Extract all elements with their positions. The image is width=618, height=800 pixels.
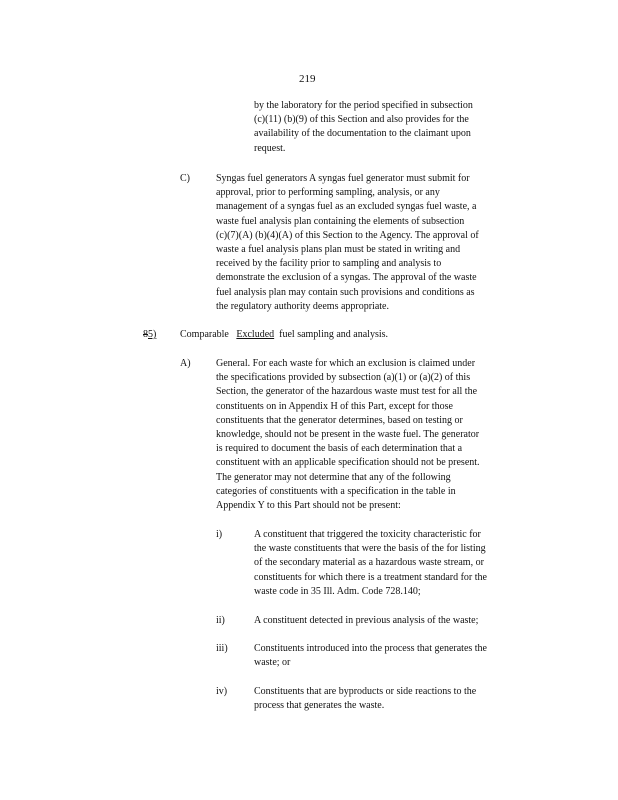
text-line: Constituents that are byproducts or side reactions to the [254, 686, 477, 697]
text-line: (c)(11) (b)(9) of this Section and also provides for the [254, 114, 469, 126]
heading-rest: fuel sampling and analysis. [279, 329, 389, 340]
text-line: waste fuel analysis plan containing the elements of subsection [216, 215, 465, 227]
text-line: constituent with an applicable specification should not be present. [216, 457, 480, 469]
text-line: the waste constituents that were the basis of the for listing [254, 543, 486, 555]
continuation-paragraph [254, 99, 512, 156]
section-number-new: 5) [148, 329, 157, 340]
item-iii-text [254, 642, 530, 670]
text-line: Appendix Y to this Part should not be present: [216, 500, 401, 512]
item-iv-label: iv) [216, 686, 228, 697]
text-line: constituents on in Appendix H of this Part, except for those [216, 400, 453, 412]
section-number-old: 8 [143, 329, 148, 340]
text-line: process that generates the waste. [254, 700, 385, 712]
heading-prefix: Comparable [180, 329, 229, 340]
text-line: Syngas fuel generators A syngas fuel generator must submit for [216, 173, 470, 184]
item-iv-text [254, 685, 530, 713]
item-ii-label: ii) [216, 615, 225, 626]
section-a-text [216, 357, 532, 513]
section-number [143, 328, 156, 342]
text-line: fuel analysis plan may contain such provisions and conditions as [216, 286, 475, 298]
text-line: Constituents introduced into the process that generates the [254, 643, 487, 654]
text-line: is required to document the basis of each determination that a [216, 443, 463, 455]
text-line: (c)(7)(A) (b)(4)(A) of this Section to the Agency. The approval of [216, 229, 479, 241]
text-line: availability of the documentation to the claimant upon [254, 128, 471, 140]
item-ii-text [254, 614, 530, 628]
text-line: The generator may not determine that any of the following [216, 471, 451, 483]
section-c-text [216, 172, 538, 314]
text-line: categories of constituents with a specification in the table in [216, 485, 456, 497]
text-line: management of a syngas fuel as an excluded syngas fuel waste, a [216, 201, 477, 213]
section-heading [180, 328, 388, 342]
item-i-text [254, 528, 530, 599]
section-a-label: A) [180, 358, 191, 369]
text-line: of the secondary material as a hazardous waste stream, or [254, 557, 484, 569]
text-line: General. For each waste for which an exclusion is claimed under [216, 358, 476, 369]
heading-inserted-word: Excluded [236, 329, 275, 340]
text-line: A constituent that triggered the toxicity characteristic for [254, 529, 481, 540]
text-line: approval, prior to performing sampling, analysis, or any [216, 187, 440, 199]
text-line: constituents for which there is a treatment standard for the [254, 571, 487, 583]
section-c-label: C) [180, 173, 190, 184]
text-line: by the laboratory for the period specified in subsection [254, 100, 473, 111]
text-line: A constituent detected in previous analysis of the waste; [254, 615, 479, 626]
item-i-label: i) [216, 529, 223, 540]
page-number: 219 [299, 73, 316, 85]
text-line: the regulatory authority deems appropriate. [216, 300, 389, 312]
text-line: request. [254, 142, 286, 154]
text-line: the specifications provided by subsection (a)(1) or (a)(2) of this [216, 372, 471, 384]
text-line: constituents that the generator determines, based on testing or [216, 414, 463, 426]
item-iii-label: iii) [216, 643, 228, 654]
text-line: demonstrate the exclusion of a syngas. The approval of the waste [216, 272, 477, 284]
text-line: waste; or [254, 657, 291, 669]
text-line: waste code in 35 Ill. Adm. Code 728.140; [254, 585, 421, 597]
text-line: knowledge, should not be present in the waste fuel. The generator [216, 429, 480, 441]
text-line: waste a fuel analysis plans plan must be stated in writing and [216, 244, 461, 256]
text-line: received by the facility prior to sampling and analysis to [216, 258, 442, 270]
text-line: Section, the generator of the hazardous waste must test for all the [216, 386, 478, 398]
